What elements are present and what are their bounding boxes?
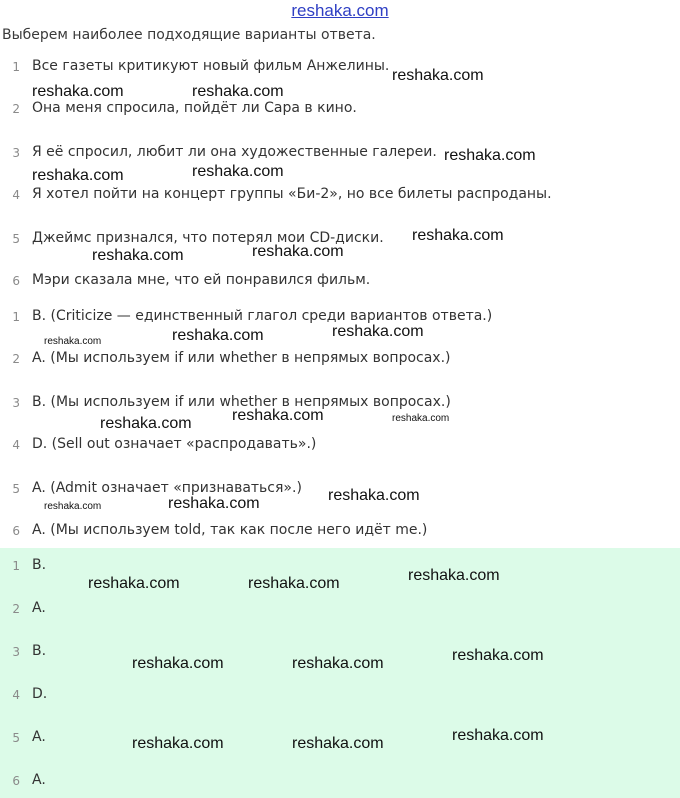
answer-text: A.: [32, 772, 46, 788]
watermark: reshaka.com: [332, 323, 424, 340]
watermark: reshaka.com: [88, 575, 180, 592]
item-number: 3: [12, 396, 20, 410]
item-number: 6: [12, 274, 20, 288]
watermark: reshaka.com: [292, 655, 384, 672]
explanation-text: D. (Sell out означает «распродавать».): [32, 436, 317, 452]
site-title-link[interactable]: reshaka.com: [291, 1, 389, 20]
watermark: reshaka.com: [132, 655, 224, 672]
watermark: reshaka.com: [392, 67, 484, 84]
item-number: 4: [12, 188, 20, 202]
item-number: 5: [12, 482, 20, 496]
watermark: reshaka.com: [100, 415, 192, 432]
item-number: 4: [12, 438, 20, 452]
watermark: reshaka.com: [192, 163, 284, 180]
explanation-text: A. (Мы используем if или whether в непрямых вопросах.): [32, 350, 451, 366]
watermark: reshaka.com: [44, 501, 102, 512]
item-number: 6: [12, 524, 20, 538]
watermark: reshaka.com: [292, 735, 384, 752]
item-number: 1: [12, 60, 20, 74]
item-number: 2: [12, 352, 20, 366]
item-number: 6: [12, 774, 20, 788]
watermark: reshaka.com: [192, 83, 284, 100]
item-number: 5: [12, 731, 20, 745]
answer-text: A.: [32, 600, 46, 616]
sentence-text: Она меня спросила, пойдёт ли Сара в кино.: [32, 100, 357, 116]
watermark: reshaka.com: [452, 727, 544, 744]
sentence-text: Я её спросил, любит ли она художественные галереи.: [32, 144, 437, 160]
watermark: reshaka.com: [44, 336, 102, 347]
watermark: reshaka.com: [232, 407, 324, 424]
item-number: 4: [12, 688, 20, 702]
sentence-text: Я хотел пойти на концерт группы «Би-2», но все билеты распроданы.: [32, 186, 552, 202]
item-number: 1: [12, 310, 20, 324]
watermark: reshaka.com: [452, 647, 544, 664]
explanation-text: B. (Criticize — единственный глагол среди вариантов ответа.): [32, 308, 493, 324]
watermark: reshaka.com: [92, 247, 184, 264]
explanation-text: B. (Мы используем if или whether в непрямых вопросах.): [32, 394, 451, 410]
watermark: reshaka.com: [32, 83, 124, 100]
watermark: reshaka.com: [412, 227, 504, 244]
item-number: 1: [12, 559, 20, 573]
item-number: 5: [12, 232, 20, 246]
watermark: reshaka.com: [32, 167, 124, 184]
watermark: reshaka.com: [392, 413, 450, 424]
watermark: reshaka.com: [444, 147, 536, 164]
watermark: reshaka.com: [168, 495, 260, 512]
answer-text: B.: [32, 557, 47, 573]
intro-text: Выберем наиболее подходящие варианты ответа.: [2, 27, 376, 43]
answer-text: B.: [32, 643, 47, 659]
sentence-text: Мэри сказала мне, что ей понравился фильм.: [32, 272, 371, 288]
answer-text: A.: [32, 729, 46, 745]
watermark: reshaka.com: [252, 243, 344, 260]
item-number: 2: [12, 102, 20, 116]
watermark: reshaka.com: [408, 567, 500, 584]
item-number: 3: [12, 645, 20, 659]
explanation-text: A. (Admit означает «признаваться».): [32, 480, 302, 496]
item-number: 2: [12, 602, 20, 616]
watermark: reshaka.com: [132, 735, 224, 752]
sentence-text: Все газеты критикуют новый фильм Анжелины.: [32, 58, 390, 74]
watermark: reshaka.com: [328, 487, 420, 504]
explanation-text: A. (Мы используем told, так как после него идёт me.): [32, 522, 428, 538]
watermark: reshaka.com: [172, 327, 264, 344]
item-number: 3: [12, 146, 20, 160]
sentence-text: Джеймс признался, что потерял мои CD-диски.: [32, 230, 384, 246]
answer-text: D.: [32, 686, 48, 702]
watermark: reshaka.com: [248, 575, 340, 592]
